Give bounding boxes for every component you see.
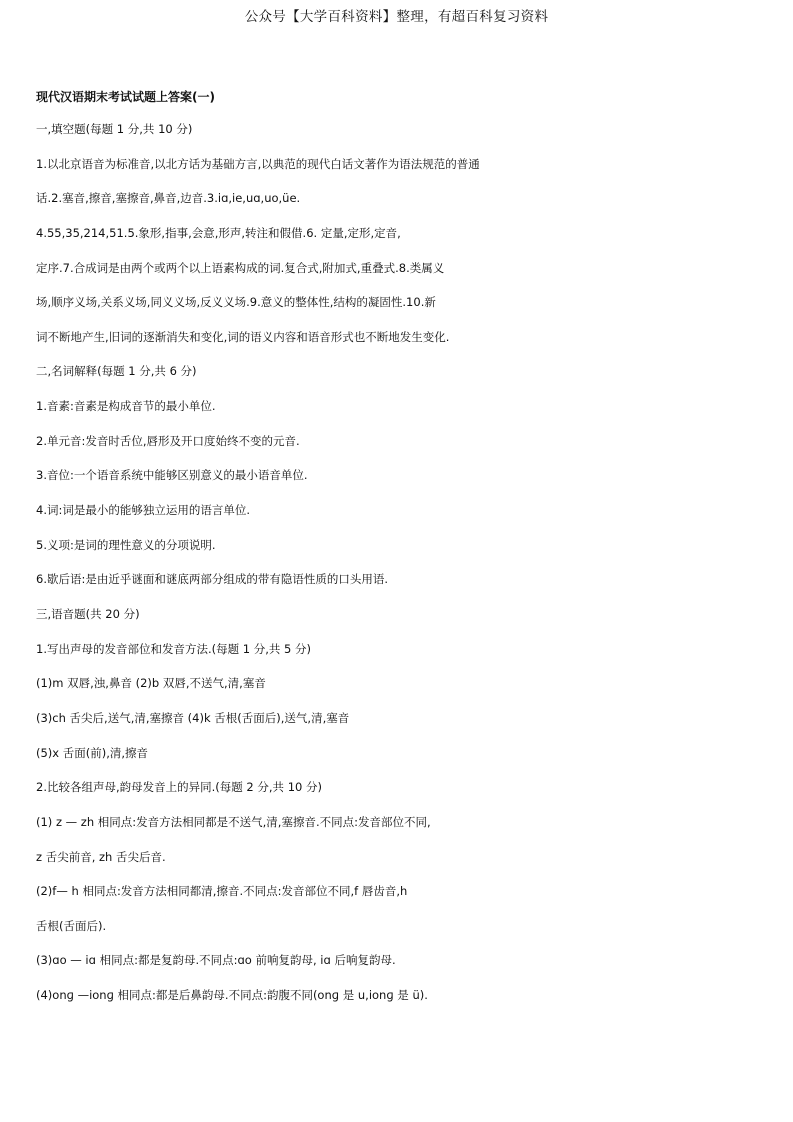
page-header: 公众号【大学百科资料】整理，有超百科复习资料 <box>244 9 549 25</box>
answer-line: (2)f— h 相同点:发音方法相同都清,擦音.不同点:发音部位不同,f 唇齿音,h <box>36 884 408 898</box>
answer-line: z 舌尖前音, zh 舌尖后音. <box>36 850 166 864</box>
answer-line: (3)ch 舌尖后,送气,清,塞擦音 (4)k 舌根(舌面后),送气,清,塞音 <box>36 711 350 725</box>
answer-line: (1) z — zh 相同点:发音方法相同都是不送气,清,塞擦音.不同点:发音部位不同, <box>36 815 431 829</box>
answer-line: 4.55,35,214,51.5.象形,指事,会意,形声,转注和假借.6. 定量,定形,定音, <box>36 226 401 240</box>
answer-line: 3.音位:一个语音系统中能够区别意义的最小语音单位. <box>36 468 308 482</box>
answer-line: (5)x 舌面(前),清,擦音 <box>36 746 149 760</box>
answer-line: 2.单元音:发音时舌位,唇形及开口度始终不变的元音. <box>36 434 300 448</box>
question-line: 1.写出声母的发音部位和发音方法.(每题 1 分,共 5 分) <box>36 642 312 656</box>
answer-line: 5.义项:是词的理性意义的分项说明. <box>36 538 216 552</box>
document-title: 现代汉语期末考试试题上答案(一) <box>36 90 215 104</box>
answer-line: 1.音素:音素是构成音节的最小单位. <box>36 399 216 413</box>
section-heading-fill-blank: 一,填空题(每题 1 分,共 10 分) <box>36 122 193 136</box>
answer-line: (3)ɑo — iɑ 相同点:都是复韵母.不同点:ɑo 前响复韵母, iɑ 后响复韵母. <box>36 953 396 967</box>
question-line: 2.比较各组声母,韵母发音上的异同.(每题 2 分,共 10 分) <box>36 780 322 794</box>
answer-line: (1)m 双唇,浊,鼻音 (2)b 双唇,不送气,清,塞音 <box>36 676 266 690</box>
answer-line: 1.以北京语音为标准音,以北方话为基础方言,以典范的现代白话文著作为语法规范的普通 <box>36 157 480 171</box>
answer-line: 4.词:词是最小的能够独立运用的语言单位. <box>36 503 251 517</box>
answer-line: 舌根(舌面后). <box>36 919 107 933</box>
section-heading-terms: 二,名词解释(每题 1 分,共 6 分) <box>36 364 197 378</box>
answer-line: 词不断地产生,旧词的逐渐消失和变化,词的语义内容和语音形式也不断地发生变化. <box>36 330 450 344</box>
section-heading-phonetics: 三,语音题(共 20 分) <box>36 607 140 621</box>
answer-line: 定序.7.合成词是由两个或两个以上语素构成的词.复合式,附加式,重叠式.8.类属义 <box>36 261 445 275</box>
answer-line: (4)onɡ —ionɡ 相同点:都是后鼻韵母.不同点:韵腹不同(onɡ 是 u,ionɡ 是 ü). <box>36 988 428 1002</box>
answer-line: 话.2.塞音,擦音,塞擦音,鼻音,边音.3.iɑ,ie,uɑ,uo,üe. <box>36 191 301 205</box>
answer-line: 6.歇后语:是由近乎谜面和谜底两部分组成的带有隐语性质的口头用语. <box>36 572 388 586</box>
answer-line: 场,顺序义场,关系义场,同义义场,反义义场.9.意义的整体性,结构的凝固性.10.新 <box>36 295 436 309</box>
